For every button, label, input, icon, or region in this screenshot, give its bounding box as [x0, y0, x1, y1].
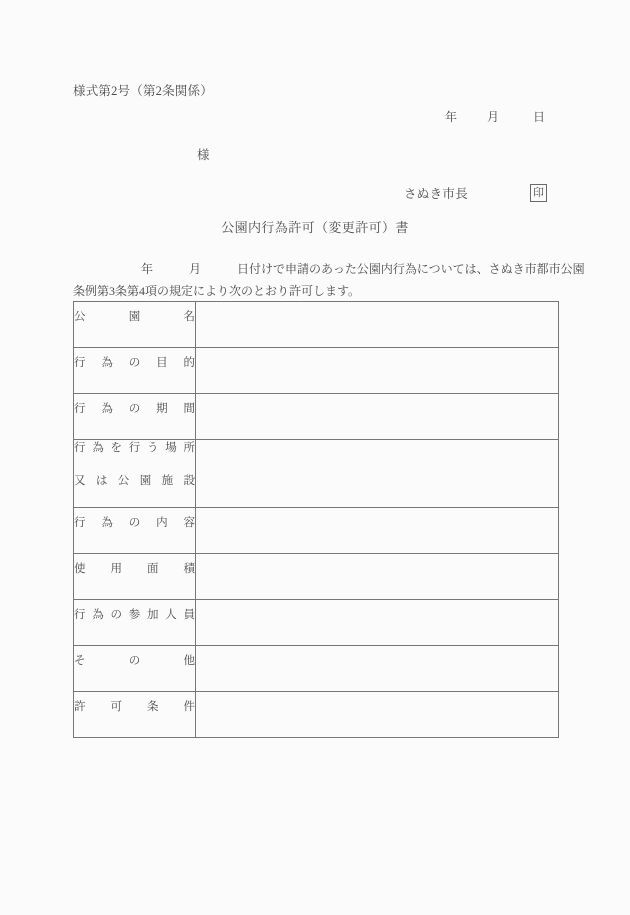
table-row	[74, 394, 559, 440]
row-value-purpose[interactable]	[196, 348, 559, 394]
table-row	[74, 348, 559, 394]
body-line-2: 条例第3条第4項の規定により次のとおり許可します。	[73, 284, 361, 298]
issuer-name: さぬき市長	[404, 187, 469, 201]
body-month-unit: 月	[189, 262, 202, 276]
addressee-honorific: 様	[197, 148, 210, 162]
row-label-content: 行為の内容	[74, 507, 196, 553]
row-label-participants: 行為の参加人員	[74, 599, 196, 645]
document-title: 公園内行為許可（変更許可）書	[221, 220, 409, 235]
row-value-park-name[interactable]	[196, 302, 559, 348]
seal-stamp-box: 印	[530, 184, 547, 202]
row-label-location: 行為を行う場所 又は公園施設	[74, 440, 196, 508]
body-paragraph	[73, 258, 585, 302]
table-row	[74, 599, 559, 645]
row-label-period: 行為の期間	[74, 394, 196, 440]
date-month-unit: 月	[486, 110, 499, 124]
row-value-other[interactable]	[196, 645, 559, 691]
table-row	[74, 507, 559, 553]
row-value-conditions[interactable]	[196, 691, 559, 737]
body-line-1	[73, 258, 585, 280]
row-label-other: その他	[74, 645, 196, 691]
row-label-park-name: 公園名	[74, 302, 196, 348]
row-value-period[interactable]	[196, 394, 559, 440]
row-label-conditions: 許可条件	[74, 691, 196, 737]
date-day-unit: 日	[532, 110, 545, 124]
issuer-line	[404, 184, 547, 202]
row-value-location[interactable]	[196, 440, 559, 508]
body-year-unit: 年	[141, 262, 154, 276]
permit-details-table	[73, 301, 559, 738]
table-row	[74, 440, 559, 508]
table-row	[74, 553, 559, 599]
table-row	[74, 691, 559, 737]
date-line	[380, 108, 557, 125]
table-row	[74, 302, 559, 348]
table-row	[74, 645, 559, 691]
date-year-unit: 年	[444, 110, 457, 124]
row-label-area: 使用面積	[74, 553, 196, 599]
row-value-area[interactable]	[196, 553, 559, 599]
form-number: 様式第2号（第2条関係）	[73, 84, 213, 98]
row-value-participants[interactable]	[196, 599, 559, 645]
row-value-content[interactable]	[196, 507, 559, 553]
body-line-1-text: 日付けで申請のあった公園内行為については、さぬき市都市公園	[237, 262, 585, 276]
row-label-purpose: 行為の目的	[74, 348, 196, 394]
